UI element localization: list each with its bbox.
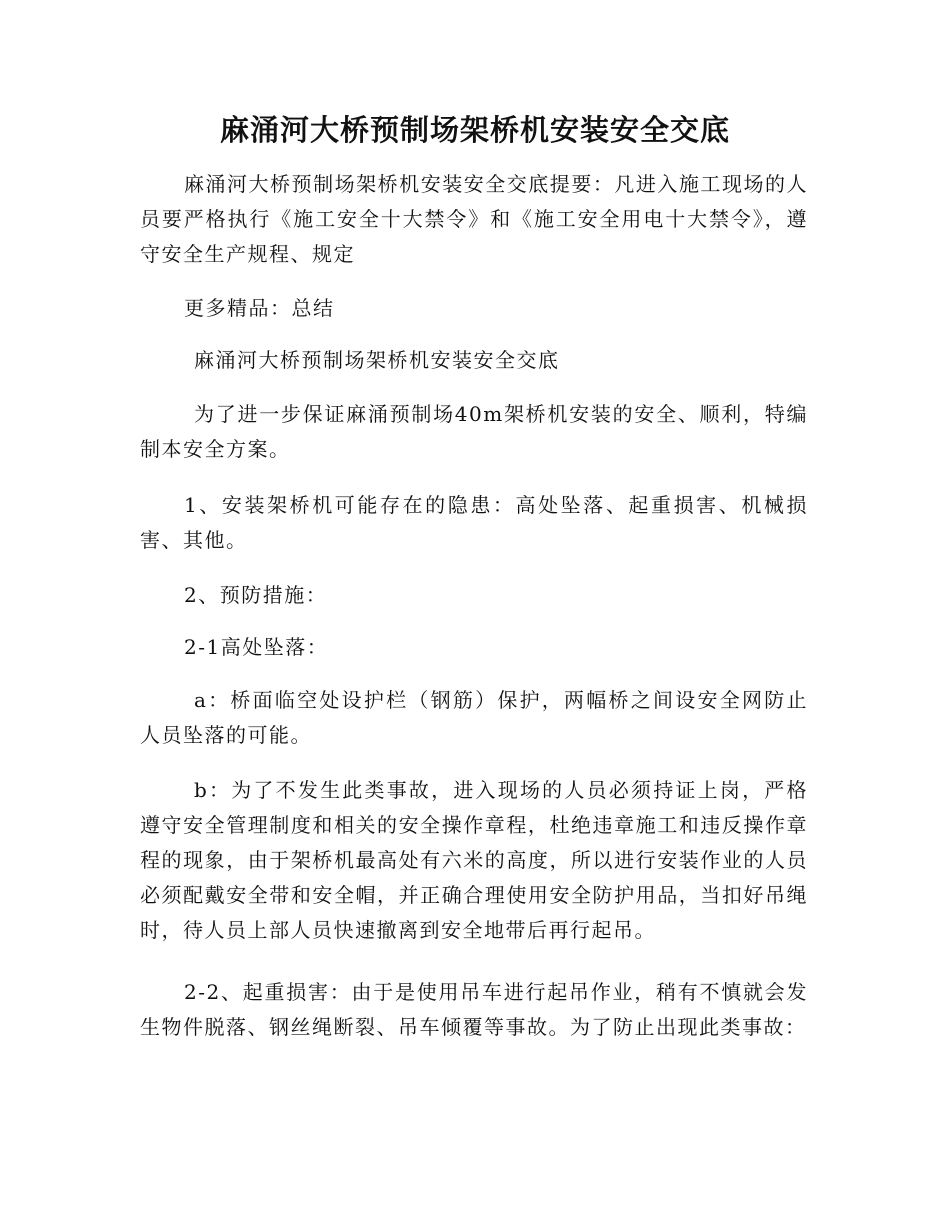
paragraph-summary: 麻涌河大桥预制场架桥机安装安全交底提要：凡进入施工现场的人员要严格执行《施工安全十大禁令》和《施工安全用电十大禁令》，遵守安全生产规程、规定 [140, 172, 808, 266]
paragraph-measures-heading: 2、预防措施： [184, 583, 328, 607]
paragraph-intro: 为了进一步保证麻涌预制场40m架桥机安装的安全、顺利，特编制本安全方案。 [140, 402, 808, 461]
paragraph-item-b: b：为了不发生此类事故，进入现场的人员必须持证上岗，严格遵守安全管理制度和相关的安全操作章程，杜绝违章施工和违反操作章程的现象，由于架桥机最高处有六米的高度，所以进行安装作业的人员必须配戴安全带和安全帽，并正确合理使用安全防护用品，当扣好吊绳时，待人员上部人员快速撤离到安全地带后再行起吊。 [140, 778, 808, 942]
paragraph-more: 更多精品：总结 [184, 296, 335, 320]
document-title: 麻涌河大桥预制场架桥机安装安全交底 [219, 113, 730, 147]
paragraph-item-a: a：桥面临空处设护栏（钢筋）保护，两幅桥之间设安全网防止人员坠落的可能。 [140, 688, 808, 747]
paragraph-hazards: 1、安装架桥机可能存在的隐患：高处坠落、起重损害、机械损害、其他。 [140, 493, 808, 552]
paragraph-subtitle: 麻涌河大桥预制场架桥机安装安全交底 [194, 348, 560, 372]
paragraph-section-2-2: 2-2、起重损害：由于是使用吊车进行起吊作业，稍有不慎就会发生物件脱落、钢丝绳断裂、吊车倾覆等事故。为了防止出现此类事故： [140, 980, 808, 1039]
paragraph-section-2-1: 2-1高处坠落： [184, 635, 329, 659]
